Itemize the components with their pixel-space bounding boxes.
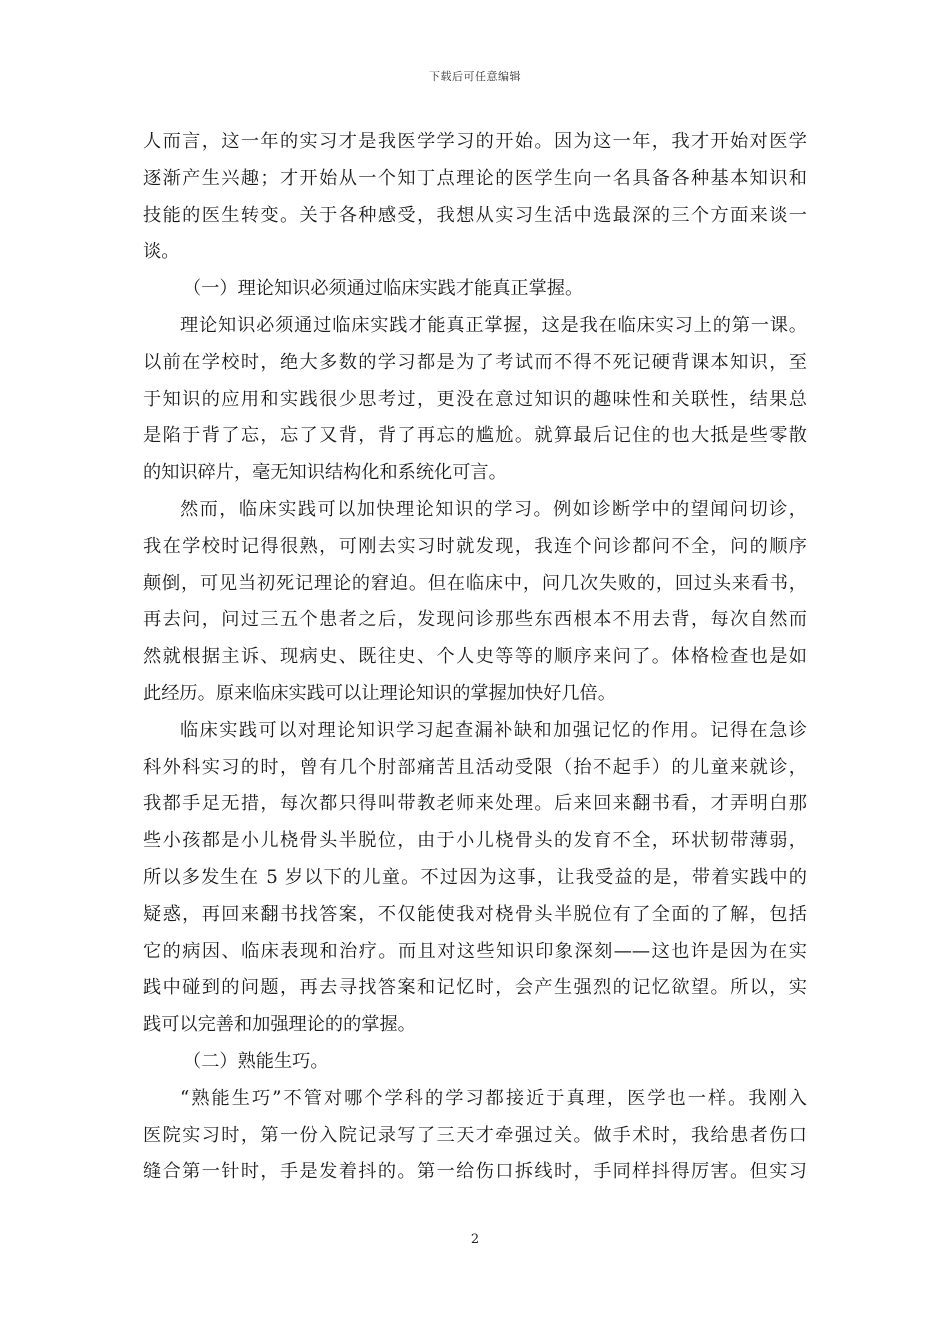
text-line: 逐渐产生兴趣；才开始从一个知丁点理论的医学生向一名具备各种基本知识和	[143, 167, 807, 189]
text-line: “熟能生巧”不管对哪个学科的学习都接近于真理，医学也一样。我刚入	[180, 1087, 807, 1109]
text-line: 践可以完善和加强理论的的掌握。	[143, 1014, 416, 1036]
text-line: 践中碰到的问题，再去寻找答案和记忆时，会产生强烈的记忆欲望。所以，实	[143, 977, 807, 999]
page-header: 下载后可任意编辑	[429, 70, 521, 83]
text-line: 科外科实习的时，曾有几个肘部痛苦且活动受限（抬不起手）的儿童来就诊，	[143, 756, 807, 778]
text-line: 医院实习时，第一份入院记录写了三天才牵强过关。做手术时，我给患者伤口	[143, 1124, 807, 1146]
text-line: 缝合第一针时，手是发着抖的。第一给伤口拆线时，手同样抖得厉害。但实习	[143, 1161, 807, 1183]
text-line: 的知识碎片，毫无知识结构化和系统化可言。	[143, 462, 507, 484]
text-line: （一）理论知识必须通过临床实践才能真正掌握。	[183, 278, 584, 300]
text-line: 它的病因、临床表现和治疗。而且对这些知识印象深刻——这也许是因为在实	[143, 940, 807, 962]
text-line: 以前在学校时，绝大多数的学习都是为了考试而不得不死记硬背课本知识，至	[143, 351, 807, 373]
text-line: 然而，临床实践可以加快理论知识的学习。例如诊断学中的望闻问切诊，	[180, 498, 807, 520]
text-line: 此经历。原来临床实践可以让理论知识的掌握加快好几倍。	[143, 682, 616, 704]
text-line: 临床实践可以对理论知识学习起查漏补缺和加强记忆的作用。记得在急诊	[180, 719, 807, 741]
text-line: 是陷于背了忘，忘了又背，背了再忘的尴尬。就算最后记住的也大抵是些零散	[143, 425, 807, 447]
text-line: 理论知识必须通过临床实践才能真正掌握，这是我在临床实习上的第一课。	[180, 314, 807, 336]
document-body	[143, 124, 807, 1191]
text-line: 技能的医生转变。关于各种感受，我想从实习生活中选最深的三个方面来谈一	[143, 204, 807, 226]
text-line: 谈。	[143, 241, 180, 263]
text-line: 所以多发生在 5 岁以下的儿童。不过因为这事，让我受益的是，带着实践中的	[143, 866, 807, 888]
text-line: 然就根据主诉、现病史、既往史、个人史等等的顺序来问了。体格检查也是如	[143, 646, 807, 668]
text-line: 我都手足无措，每次都只得叫带教老师来处理。后来回来翻书看，才弄明白那	[143, 793, 807, 815]
text-line: （二）熟能生巧。	[183, 1050, 329, 1072]
page-number: 2	[470, 1232, 480, 1247]
text-line: 疑惑，再回来翻书找答案，不仅能使我对桡骨头半脱位有了全面的了解，包括	[143, 903, 807, 925]
text-line: 颠倒，可见当初死记理论的窘迫。但在临床中，问几次失败的，回过头来看书，	[143, 572, 807, 594]
text-line: 再去问，问过三五个患者之后，发现问诊那些东西根本不用去背，每次自然而	[143, 609, 807, 631]
text-line: 于知识的应用和实践很少思考过，更没在意过知识的趣味性和关联性，结果总	[143, 388, 807, 410]
text-line: 我在学校时记得很熟，可刚去实习时就发现，我连个问诊都问不全，问的顺序	[143, 535, 807, 557]
text-line: 人而言，这一年的实习才是我医学学习的开始。因为这一年，我才开始对医学	[143, 131, 807, 152]
text-line: 些小孩都是小儿桡骨头半脱位，由于小儿桡骨头的发育不全，环状韧带薄弱，	[143, 830, 807, 852]
